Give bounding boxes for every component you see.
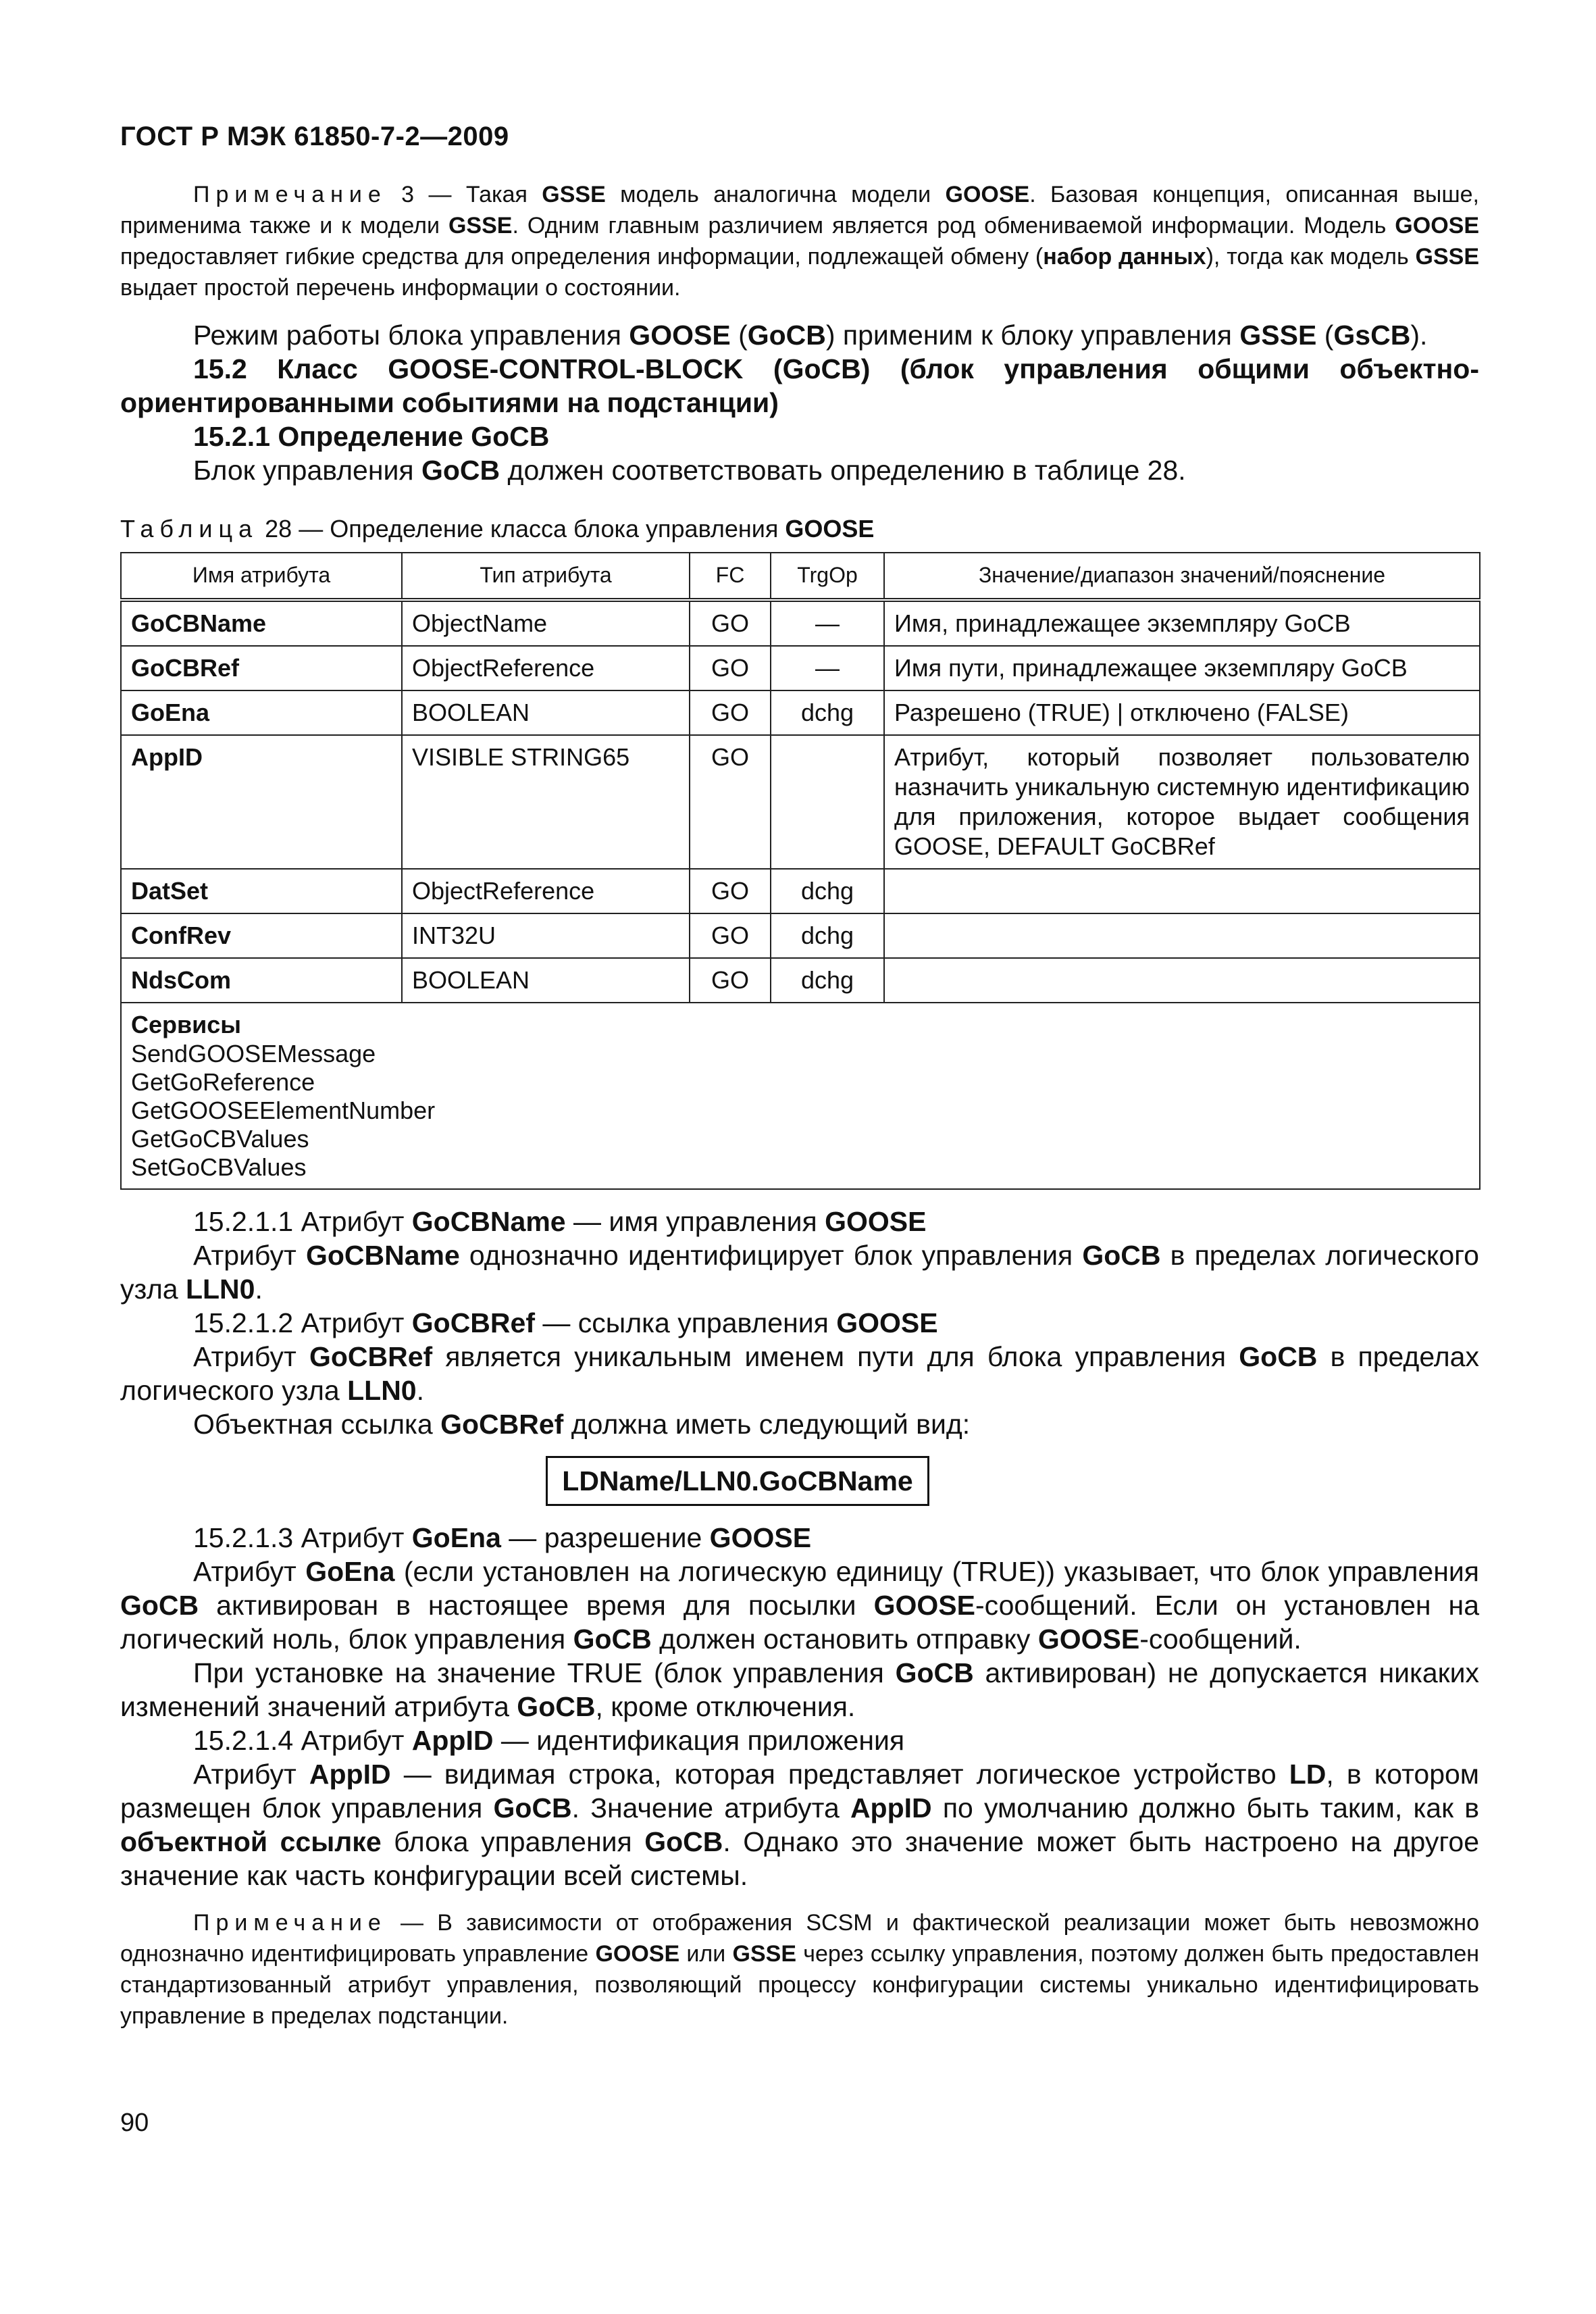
attribute-value <box>884 913 1480 958</box>
attribute-trgop: dchg <box>771 869 884 913</box>
attribute-trgop: dchg <box>771 690 884 735</box>
attribute-value: Атрибут, который позволяет пользователю назначить уникальную системную идентификацию для приложения, которое выдает сообщения GOOSE, DEFAULT GoCBRef <box>884 735 1480 869</box>
attribute-name: GoEna <box>121 690 402 735</box>
document-page <box>120 122 1479 2032</box>
table-caption: Таблица 28 — Определение класса блока управления GOOSE <box>120 515 875 543</box>
attribute-name: GoCBRef <box>121 646 402 690</box>
services-row <box>121 1003 1480 1189</box>
attribute-fc: GO <box>690 600 771 646</box>
table-row <box>121 735 1480 869</box>
attribute-type: ObjectName <box>402 600 690 646</box>
service-item: GetGoReference <box>131 1068 315 1096</box>
attribute-trgop: — <box>771 646 884 690</box>
attribute-trgop: dchg <box>771 913 884 958</box>
attribute-value <box>884 958 1480 1003</box>
service-item: SendGOOSEMessage <box>131 1040 376 1067</box>
attribute-name: GoCBName <box>121 600 402 646</box>
subsection-15-2-1-1: 15.2.1.1 Атрибут GoCBName — имя управления GOOSE <box>193 1206 927 1237</box>
attribute-type: INT32U <box>402 913 690 958</box>
table-row <box>121 600 1480 646</box>
table-row <box>121 646 1480 690</box>
services-list <box>131 1040 1470 1182</box>
attribute-value: Разрешено (TRUE) | отключено (FALSE) <box>884 690 1480 735</box>
paragraph-appid: Атрибут AppID — видимая строка, которая представляет логическое устройство LD, в котором размещен блок управления GoCB. Значение атрибута AppID по умолчанию должно быть таким, как в объектной ссылке блока управления GoCB. Однако это значение может быть настроено на другое значение как часть конфигурации всей системы. <box>120 1759 1480 1891</box>
paragraph-mode: Режим работы блока управления GOOSE (GoCB) применим к блоку управления GSSE (GsCB). <box>193 320 1428 351</box>
page-number: 90 <box>120 2109 149 2137</box>
attribute-value: Имя, принадлежащее экземпляру GoCB <box>884 600 1480 646</box>
services-title: Сервисы <box>131 1011 242 1038</box>
column-header: TrgOp <box>771 553 884 600</box>
subsection-15-2-1-3: 15.2.1.3 Атрибут GoEna — разрешение GOOSE <box>193 1522 812 1553</box>
subsection-15-2-1-4: 15.2.1.4 Атрибут AppID — идентификация приложения <box>193 1725 905 1756</box>
attribute-type: BOOLEAN <box>402 958 690 1003</box>
paragraph-gocbref: Атрибут GoCBRef является уникальным именем пути для блока управления GoCB в пределах логического узла LLN0. <box>120 1341 1479 1406</box>
attribute-fc: GO <box>690 913 771 958</box>
column-header: Имя атрибута <box>121 553 402 600</box>
table-row <box>121 869 1480 913</box>
attribute-type: ObjectReference <box>402 646 690 690</box>
service-item: GetGoCBValues <box>131 1125 309 1153</box>
attribute-trgop: — <box>771 600 884 646</box>
attribute-name: NdsCom <box>121 958 402 1003</box>
reference-format-box: LDName/LLN0.GoCBName <box>546 1456 929 1506</box>
service-item: SetGoCBValues <box>131 1153 307 1181</box>
services-cell <box>121 1003 1480 1189</box>
attribute-value <box>884 869 1480 913</box>
section-heading-15-2-1: 15.2.1 Определение GoCB <box>193 421 550 452</box>
attribute-type: BOOLEAN <box>402 690 690 735</box>
table-header-row <box>121 553 1480 600</box>
table-row <box>121 913 1480 958</box>
definition-table <box>120 552 1481 1190</box>
attribute-fc: GO <box>690 690 771 735</box>
paragraph-definition: Блок управления GoCB должен соответствовать определению в таблице 28. <box>193 455 1186 486</box>
attribute-value: Имя пути, принадлежащее экземпляру GoCB <box>884 646 1480 690</box>
table-row <box>121 958 1480 1003</box>
paragraph-true-setting: При установке на значение TRUE (блок управления GoCB активирован) не допускается никаких изменений значений атрибута GoCB, кроме отключения. <box>120 1657 1479 1722</box>
subsection-15-2-1-2: 15.2.1.2 Атрибут GoCBRef — ссылка управления GOOSE <box>193 1307 938 1338</box>
attribute-fc: GO <box>690 869 771 913</box>
paragraph-goena: Атрибут GoEna (если установлен на логическую единицу (TRUE)) указывает, что блок управления GoCB активирован в настоящее время для посылки GOOSE-сообщений. Если он установлен на логический ноль, блок управления GoCB должен остановить отправку GOOSE-сообщений. <box>120 1556 1480 1655</box>
attribute-trgop <box>771 735 884 869</box>
attribute-name: ConfRev <box>121 913 402 958</box>
attribute-trgop: dchg <box>771 958 884 1003</box>
attribute-fc: GO <box>690 735 771 869</box>
service-item: GetGOOSEElementNumber <box>131 1097 436 1124</box>
note-3: Примечание 3 — Такая GSSE модель аналогична модели GOOSE. Базовая концепция, описанная выше, применима также и к модели GSSE. Одним главным различием является род обмениваемой информации. Модель GOOSE предоставляет гибкие средства для определения информации, подлежащей обмену (набор данных), тогда как модель GSSE выдает простой перечень информации о состоянии. <box>120 182 1480 301</box>
paragraph-object-reference: Объектная ссылка GoCBRef должна иметь следующий вид: <box>193 1409 971 1440</box>
document-header: ГОСТ Р МЭК 61850-7-2—2009 <box>120 122 509 151</box>
column-header: Значение/диапазон значений/пояснение <box>884 553 1480 600</box>
attribute-name: DatSet <box>121 869 402 913</box>
note-final: Примечание — В зависимости от отображения SCSM и фактической реализации может быть невозможно однозначно идентифицировать управление GOOSE или GSSE через ссылку управления, поэтому должен быть предоставлен стандартизованный атрибут управления, позволяющий процессу конфигурации системы уникально идентифицировать управление в пределах подстанции. <box>120 1910 1480 2029</box>
attribute-fc: GO <box>690 958 771 1003</box>
attribute-type: VISIBLE STRING65 <box>402 735 690 869</box>
column-header: Тип атрибута <box>402 553 690 600</box>
section-heading-15-2: 15.2 Класс GOOSE-CONTROL-BLOCK (GoCB) (блок управления общими объектно-ориентированными событиями на подстанции) <box>120 353 1479 418</box>
attribute-type: ObjectReference <box>402 869 690 913</box>
column-header: FC <box>690 553 771 600</box>
table-row <box>121 690 1480 735</box>
paragraph-gocbname: Атрибут GoCBName однозначно идентифицирует блок управления GoCB в пределах логического узла LLN0. <box>120 1240 1479 1305</box>
attribute-name: AppID <box>121 735 402 869</box>
attribute-fc: GO <box>690 646 771 690</box>
